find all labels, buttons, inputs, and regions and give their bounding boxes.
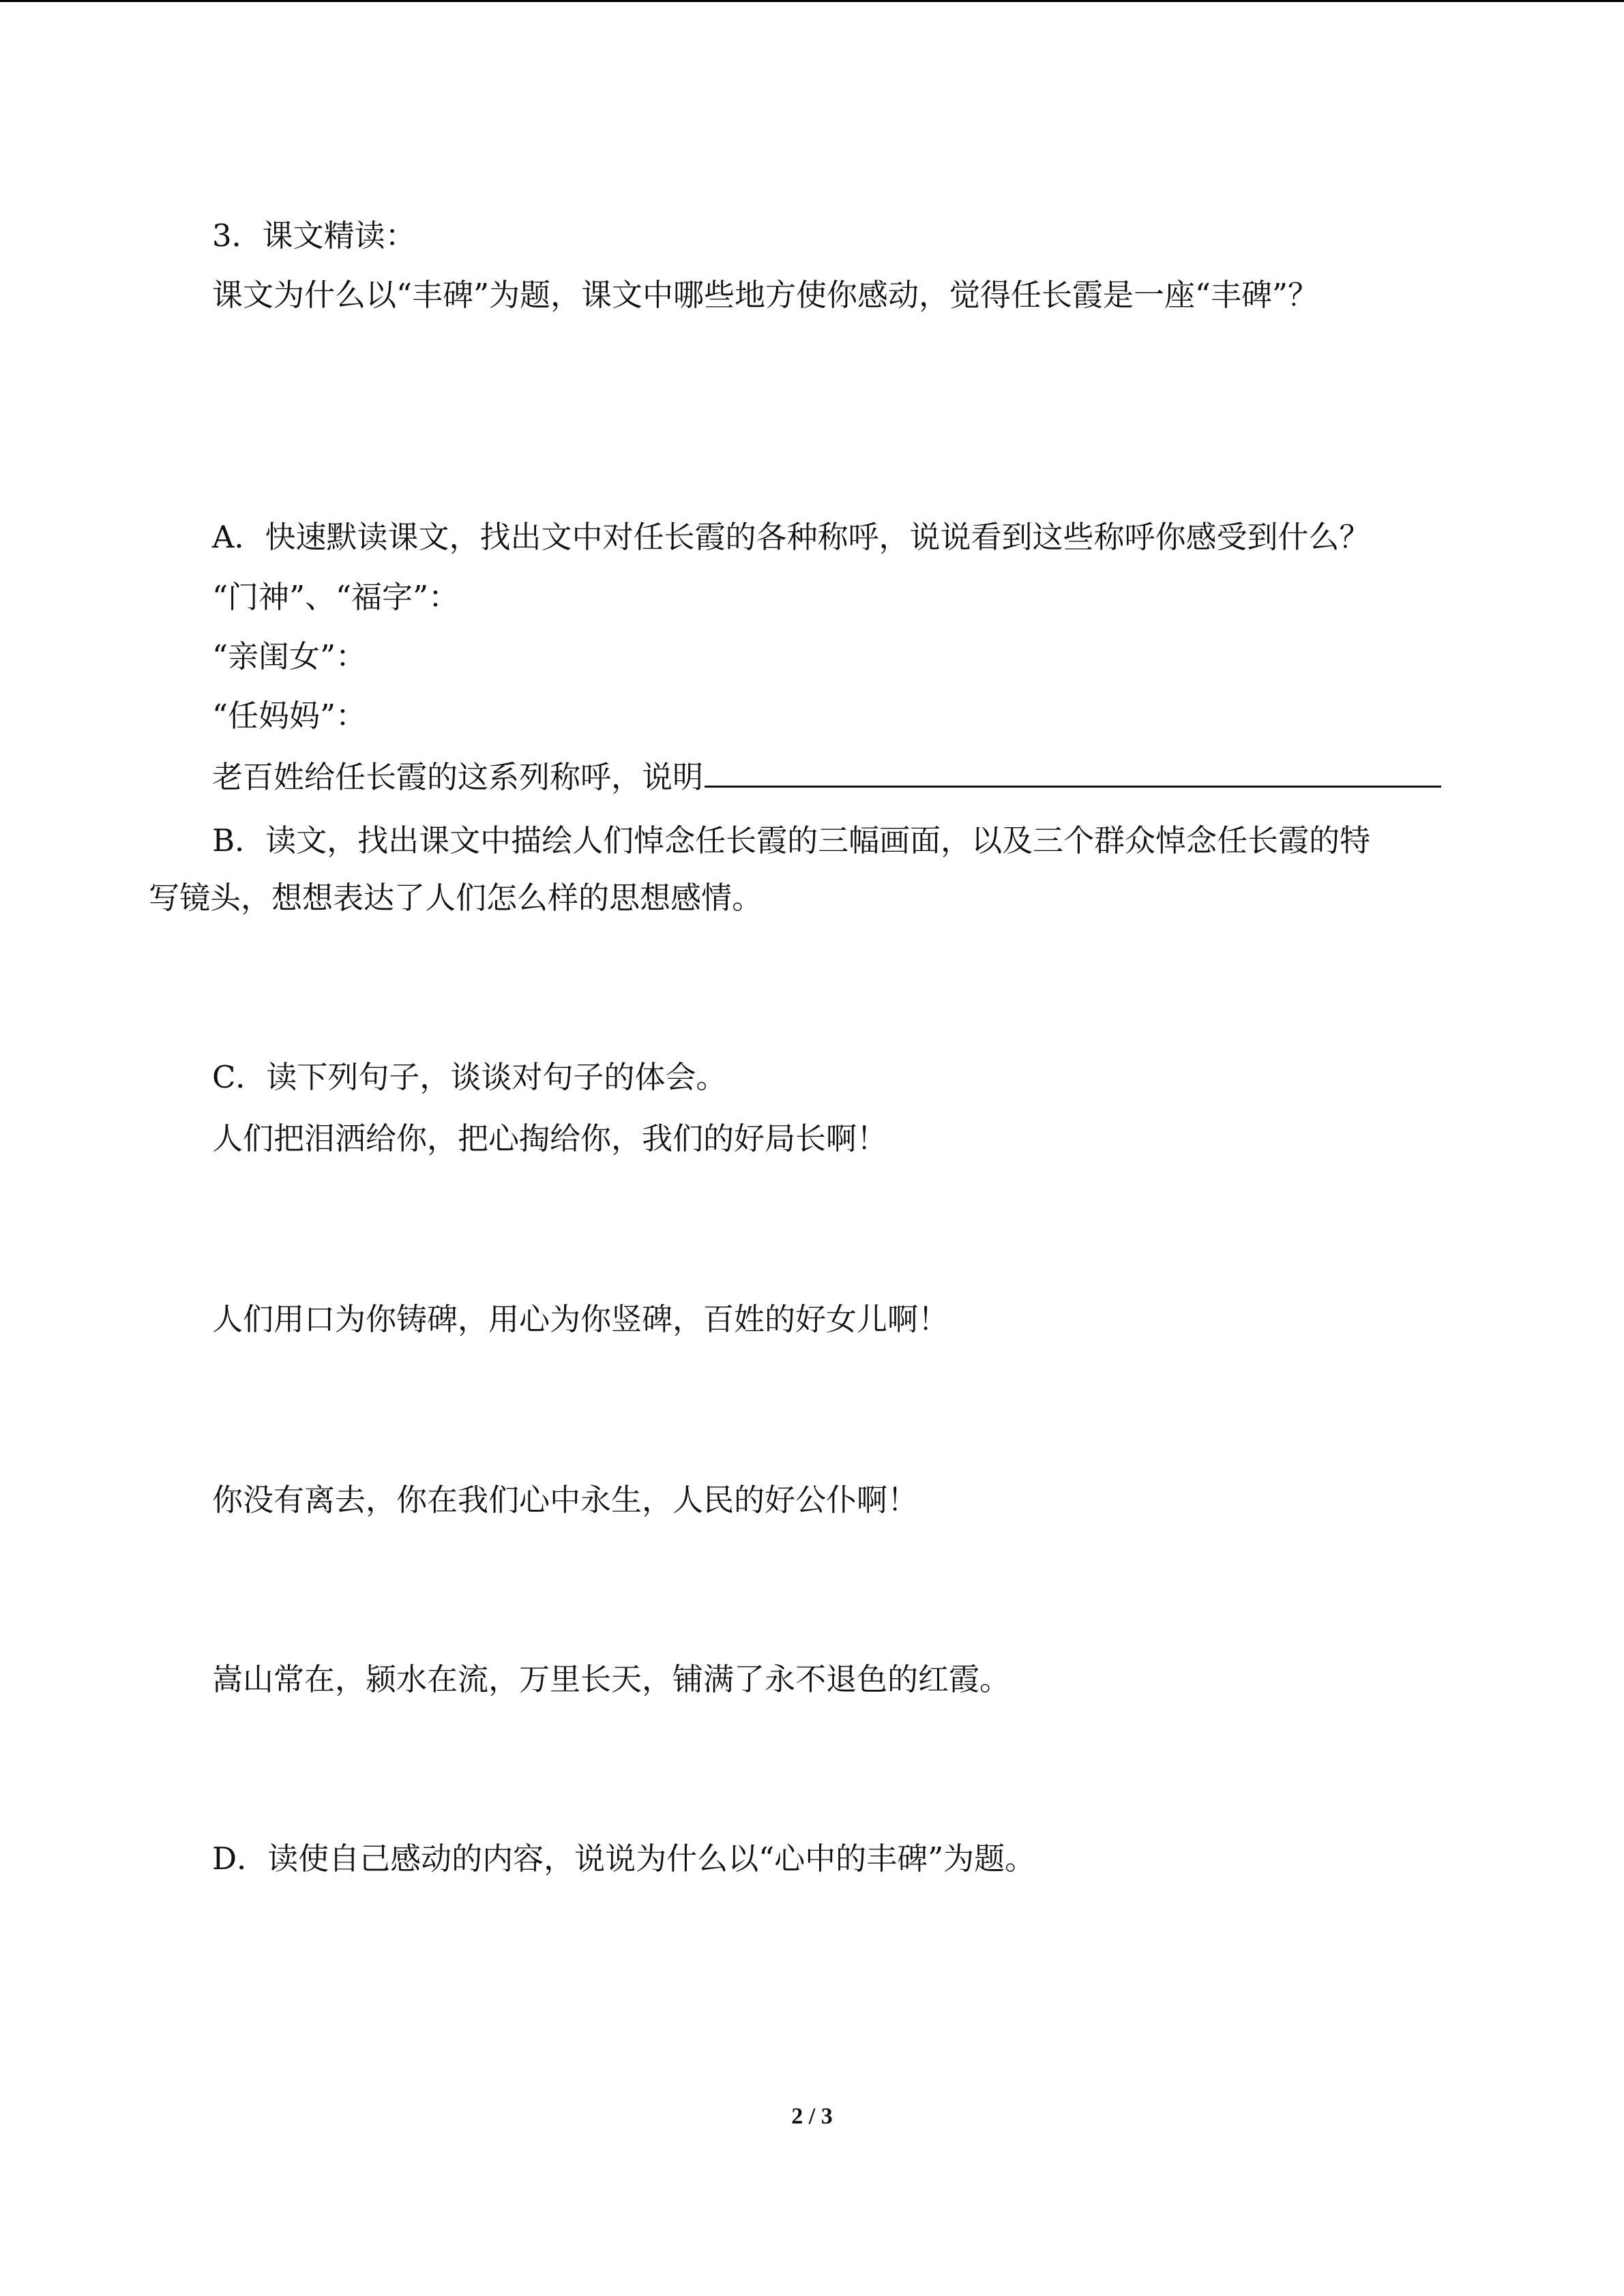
name-item: “任妈妈”： <box>212 698 367 734</box>
name-item: “亲闺女”： <box>212 638 367 674</box>
sentence-item: 嵩山常在，颍水在流，万里长天，铺满了永不退色的红霞。 <box>212 1661 1011 1697</box>
sentence-item: 人们把泪洒给你，把心掏给你，我们的好局长啊！ <box>212 1120 888 1157</box>
part-a-prompt: A．快速默读课文，找出文中对任长霞的各种称呼，说说看到这些称呼你感受到什么？ <box>212 519 1370 555</box>
name-item: “门神”、“福字”： <box>212 579 460 615</box>
section-question: 课文为什么以“丰碑”为题，课文中哪些地方使你感动，觉得任长霞是一座“丰碑”？ <box>212 277 1319 313</box>
summary-prefix: 老百姓给任长霞的这系列称呼，说明 <box>212 759 704 795</box>
page-number: 2 / 3 <box>791 2104 833 2129</box>
part-c-prompt: C．读下列句子，谈谈对句子的体会。 <box>212 1059 727 1095</box>
sentence-item: 你没有离去，你在我们心中永生，人民的好公仆啊！ <box>212 1482 919 1518</box>
summary-line <box>212 756 1441 798</box>
part-d-prompt: D．读使自己感动的内容，说说为什么以“心中的丰碑”为题。 <box>212 1840 1036 1877</box>
answer-blank[interactable] <box>705 756 1441 788</box>
section-heading: 3．课文精读： <box>212 218 416 254</box>
part-b-line-1: B．读文，找出课文中描绘人们悼念任长霞的三幅画面，以及三个群众悼念任长霞的特 <box>212 822 1371 859</box>
sentence-item: 人们用口为你铸碑，用心为你竖碑，百姓的好女儿啊！ <box>212 1301 949 1337</box>
part-b-line-2: 写镜头，想想表达了人们怎么样的思想感情。 <box>149 880 763 916</box>
